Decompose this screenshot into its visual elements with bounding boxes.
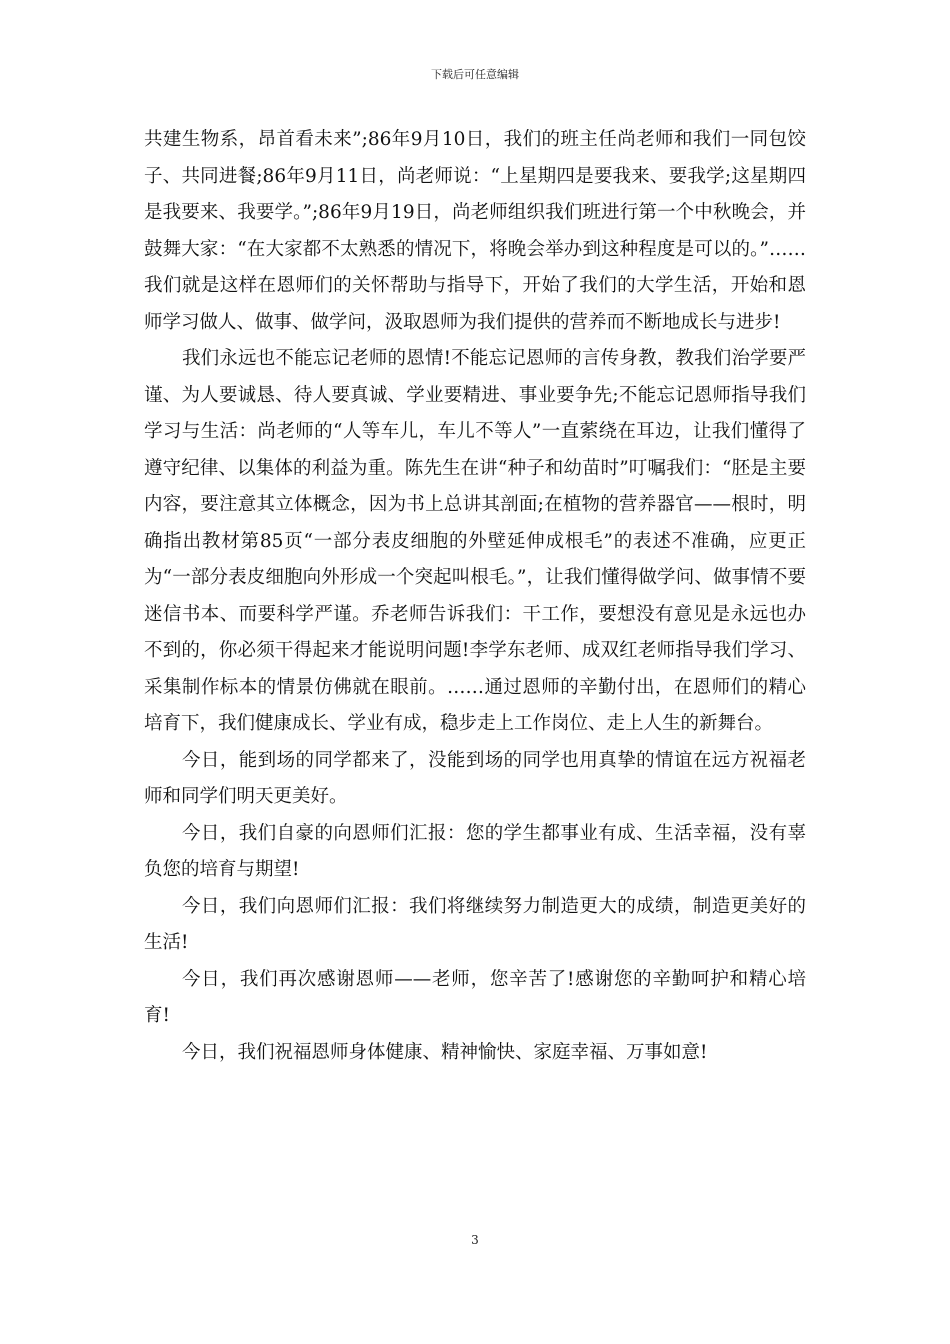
paragraph: 今日，我们再次感谢恩师——老师，您辛苦了!感谢您的辛勤呵护和精心培育! <box>144 968 806 1026</box>
paragraph: 我们永远也不能忘记老师的恩情!不能忘记恩师的言传身教，教我们治学要严谨、为人要诚恳、待人要真诚、学业要精进、事业要争先;不能忘记恩师指导我们学习与生活：尚老师的“人等车儿，车儿不等人”一直萦绕在耳边，让我们懂得了遵守纪律、以集体的利益为重。陈先生在讲“种子和幼苗时”叮嘱我们：“胚是主要内容，要注意其立体概念，因为书上总讲其剖面;在植物的营养器官——根时，明确指出教材第85页“一部分表皮细胞的外壁延伸成根毛”的表述不准确，应更正为“一部分表皮细胞向外形成一个突起叫根毛。”，让我们懂得做学问、做事情不要迷信书本、而要科学严谨。乔老师告诉我们：干工作，要想没有意见是永远也办不到的，你必须干得起来才能说明问题!李学东老师、成双红老师指导我们学习、采集制作标本的情景仿佛就在眼前。……通过恩师的辛勤付出，在恩师们的精心培育下，我们健康成长、学业有成，稳步走上工作岗位、走上人生的新舞台。 <box>144 348 806 734</box>
paragraph: 共建生物系，昂首看未来”;86年9月10日，我们的班主任尚老师和我们一同包饺子、共同进餐;86年9月11日，尚老师说：“上星期四是要我来、要我学;这星期四是我要来、我要学。”;86年9月19日，尚老师组织我们班进行第一个中秋晚会，并鼓舞大家：“在大家都不太熟悉的情况下，将晚会举办到这种程度是可以的。”……我们就是这样在恩师们的关怀帮助与指导下，开始了我们的大学生活，开始和恩师学习做人、做事、做学问，汲取恩师为我们提供的营养而不断地成长与进步! <box>144 129 806 333</box>
paragraph: 今日，我们向恩师们汇报：我们将继续努力制造更大的成绩，制造更美好的生活! <box>144 895 806 953</box>
paragraph: 今日，我们祝福恩师身体健康、精神愉快、家庭幸福、万事如意! <box>182 1041 708 1063</box>
page-number: 3 <box>471 1233 479 1247</box>
paragraph: 今日，我们自豪的向恩师们汇报：您的学生都事业有成、生活幸福，没有辜负您的培育与期望! <box>144 822 806 880</box>
paragraph: 今日，能到场的同学都来了，没能到场的同学也用真挚的情谊在远方祝福老师和同学们明天更美好。 <box>144 749 806 807</box>
document-body <box>144 122 806 1071</box>
page-header: 下载后可任意编辑 <box>431 68 519 81</box>
